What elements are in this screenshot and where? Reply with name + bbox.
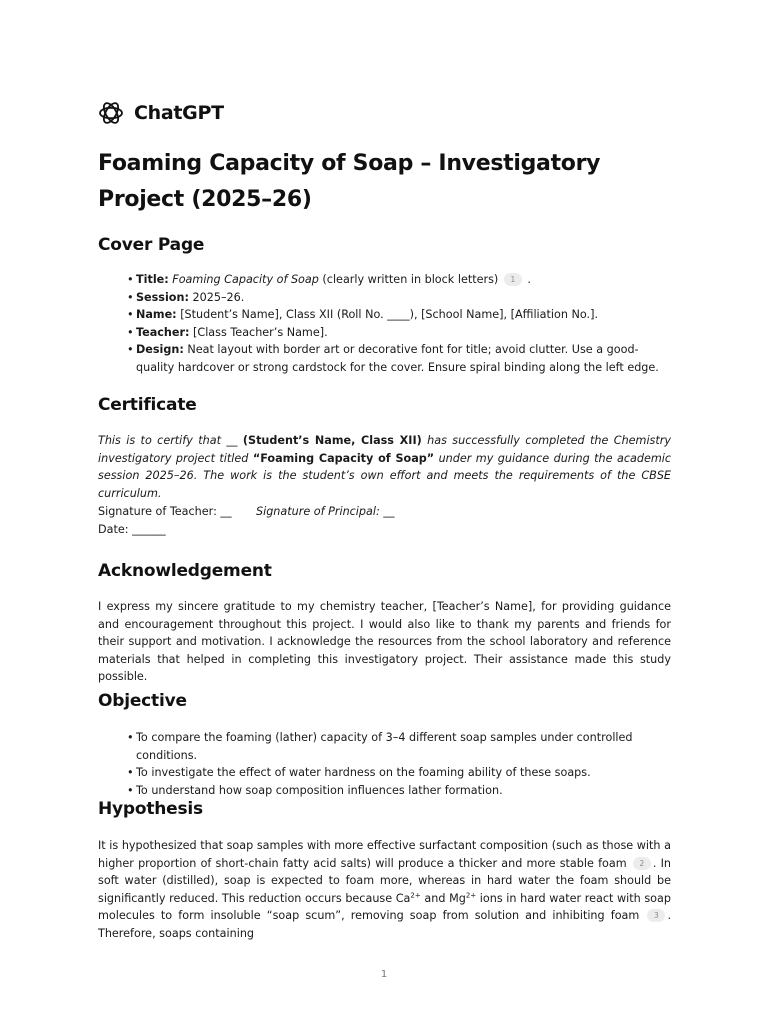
- signature-block: [98, 503, 671, 538]
- openai-knot-icon: [98, 100, 124, 126]
- list-item: • Title: Foaming Capacity of Soap (clearly written in block letters) 1 .: [128, 271, 671, 289]
- list-item: • Teacher: [Class Teacher’s Name].: [128, 324, 671, 342]
- list-item: • To compare the foaming (lather) capacity of 3–4 different soap samples under controlled conditions.: [128, 729, 671, 764]
- list-item: • Design: Neat layout with border art or decorative font for title; avoid clutter. Use a good-quality hardcover or strong cardstock for the cover. Ensure spiral binding along the left edge.: [128, 341, 671, 376]
- citation-badge[interactable]: 2: [633, 857, 651, 870]
- list-item: • To understand how soap composition influences lather formation.: [128, 782, 671, 800]
- page-title: Foaming Capacity of Soap – Investigatory Project (2025–26): [98, 151, 601, 212]
- cover-list: [128, 271, 671, 377]
- list-item: • Session: 2025–26.: [128, 289, 671, 307]
- hypothesis-heading: Hypothesis: [98, 799, 203, 819]
- certificate-heading: Certificate: [98, 395, 197, 415]
- certificate-text: This is to certify that __ (Student’s Name, Class XII) has successfully completed the Chemistry investigatory project titled “Foaming Capacity of Soap” under my guidance during the academic session 2025–26. The work is the student’s own effort and meets the requirements of the CBSE curriculum.: [98, 434, 671, 500]
- list-item: • To investigate the effect of water hardness on the foaming ability of these soaps.: [128, 764, 671, 782]
- citation-badge[interactable]: 3: [647, 909, 665, 922]
- date-line: Date: ______: [98, 522, 166, 536]
- acknowledgement-text: I express my sincere gratitude to my chemistry teacher, [Teacher’s Name], for providing guidance and encouragement throughout this project. I would also like to thank my parents and friends for their support and motivation. I acknowledge the resources from the school laboratory and reference materials that helped in completing this investigatory project. Their assistance made this study possible.: [98, 600, 671, 684]
- teacher-signature-line: Signature of Teacher: __: [98, 505, 232, 518]
- acknowledgement-heading: Acknowledgement: [98, 561, 272, 581]
- objective-heading: Objective: [98, 691, 187, 711]
- hypothesis-text: It is hypothesized that soap samples with more effective surfactant composition (such as those with a higher proportion of short-chain fatty acid salts) will produce a thicker and more stable foam 2 . In soft water (distilled), soap is expected to foam more, whereas in hard water the foam should be significantly reduced. This reduction occurs because $Ca^{2+}$ and $Mg^{2+}$ ions in hard water react with soap molecules to form insoluble “soap scum”, removing soap from solution and inhibiting foam 3 . Therefore, soaps containing: [98, 839, 671, 940]
- citation-badge[interactable]: 1: [504, 273, 522, 286]
- cover-heading: Cover Page: [98, 235, 205, 255]
- page-number: 1: [380, 969, 388, 980]
- principal-signature-line: Signature of Principal: __: [256, 505, 395, 518]
- objective-list: [128, 729, 671, 799]
- brand-wordmark: ChatGPT: [134, 102, 224, 124]
- brand-header: [98, 100, 224, 126]
- list-item: • Name: [Student’s Name], Class XII (Roll No. ____), [School Name], [Affiliation No.].: [128, 306, 671, 324]
